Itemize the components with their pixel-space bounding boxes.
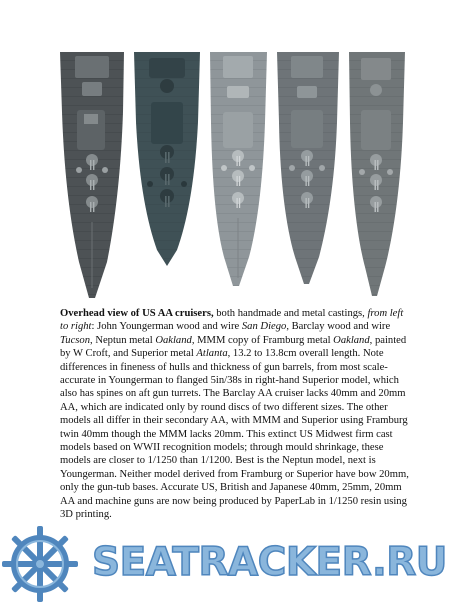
caption-part: , painted by W Croft, and Superior metal xyxy=(60,334,407,360)
ship-name-oakland: Oakland, xyxy=(155,334,195,346)
ship-models-photo xyxy=(57,52,409,298)
watermark-text: SEATRACKER.RU xyxy=(92,540,447,585)
model-oakland-neptun xyxy=(210,52,267,286)
caption-part: MMM copy of Framburg metal xyxy=(194,334,334,346)
ship-wheel-icon xyxy=(2,526,78,602)
ship-name-atlanta: Atlanta xyxy=(196,348,228,360)
caption-body: , 13.2 to 13.8cm overall length. Note differences in fineness of hulls and thickness of gun barrels, from most scale-accurate in Youngerman to flanged 5in/38s in right-hand Superior model, which also has spines on aft gun turrets. The Barclay AA cruiser lacks 40mm and 20mm AA, which are indicated only by round discs of two different sizes. The other models all differ in their secondary AA, with MMM and Superior using Framburg twin 40mm though the MMM lacks 20mm. This extinct US Midwest firm cast models based on WWII recognition models; through mould shrinkage, these models are closer to 1/1250 than 1/1200. Best is the Neptun model, next is Youngerman. Neither model derived from Framburg or Superior have bow 20mm, only the gun-tub bases. Accurate US, British and Japanese 40mm, 25mm, 20mm AA and machine guns are now being produced by PaperLab in 1/1250 resin using 3D printing. xyxy=(60,348,409,521)
caption-part: : John Youngerman wood and wire xyxy=(91,321,242,333)
ship-name-san-diego: San Diego xyxy=(241,321,287,333)
model-oakland-mmm xyxy=(277,52,339,284)
caption-order: from left to right xyxy=(60,308,404,333)
caption-lead: both handmade and metal castings, xyxy=(213,308,368,319)
ship-name-oakland: Oakland xyxy=(333,334,370,346)
caption-part: , Barclay wood and wire xyxy=(286,321,391,333)
ship-name-tucson: Tucson xyxy=(60,334,91,346)
model-tucson xyxy=(134,52,200,266)
caption-part: , Neptun metal xyxy=(90,334,156,346)
model-atlanta xyxy=(349,52,405,296)
caption-heading: Overhead view of US AA cruisers, xyxy=(60,308,214,319)
model-san-diego xyxy=(60,52,124,298)
photo-caption xyxy=(60,307,412,522)
